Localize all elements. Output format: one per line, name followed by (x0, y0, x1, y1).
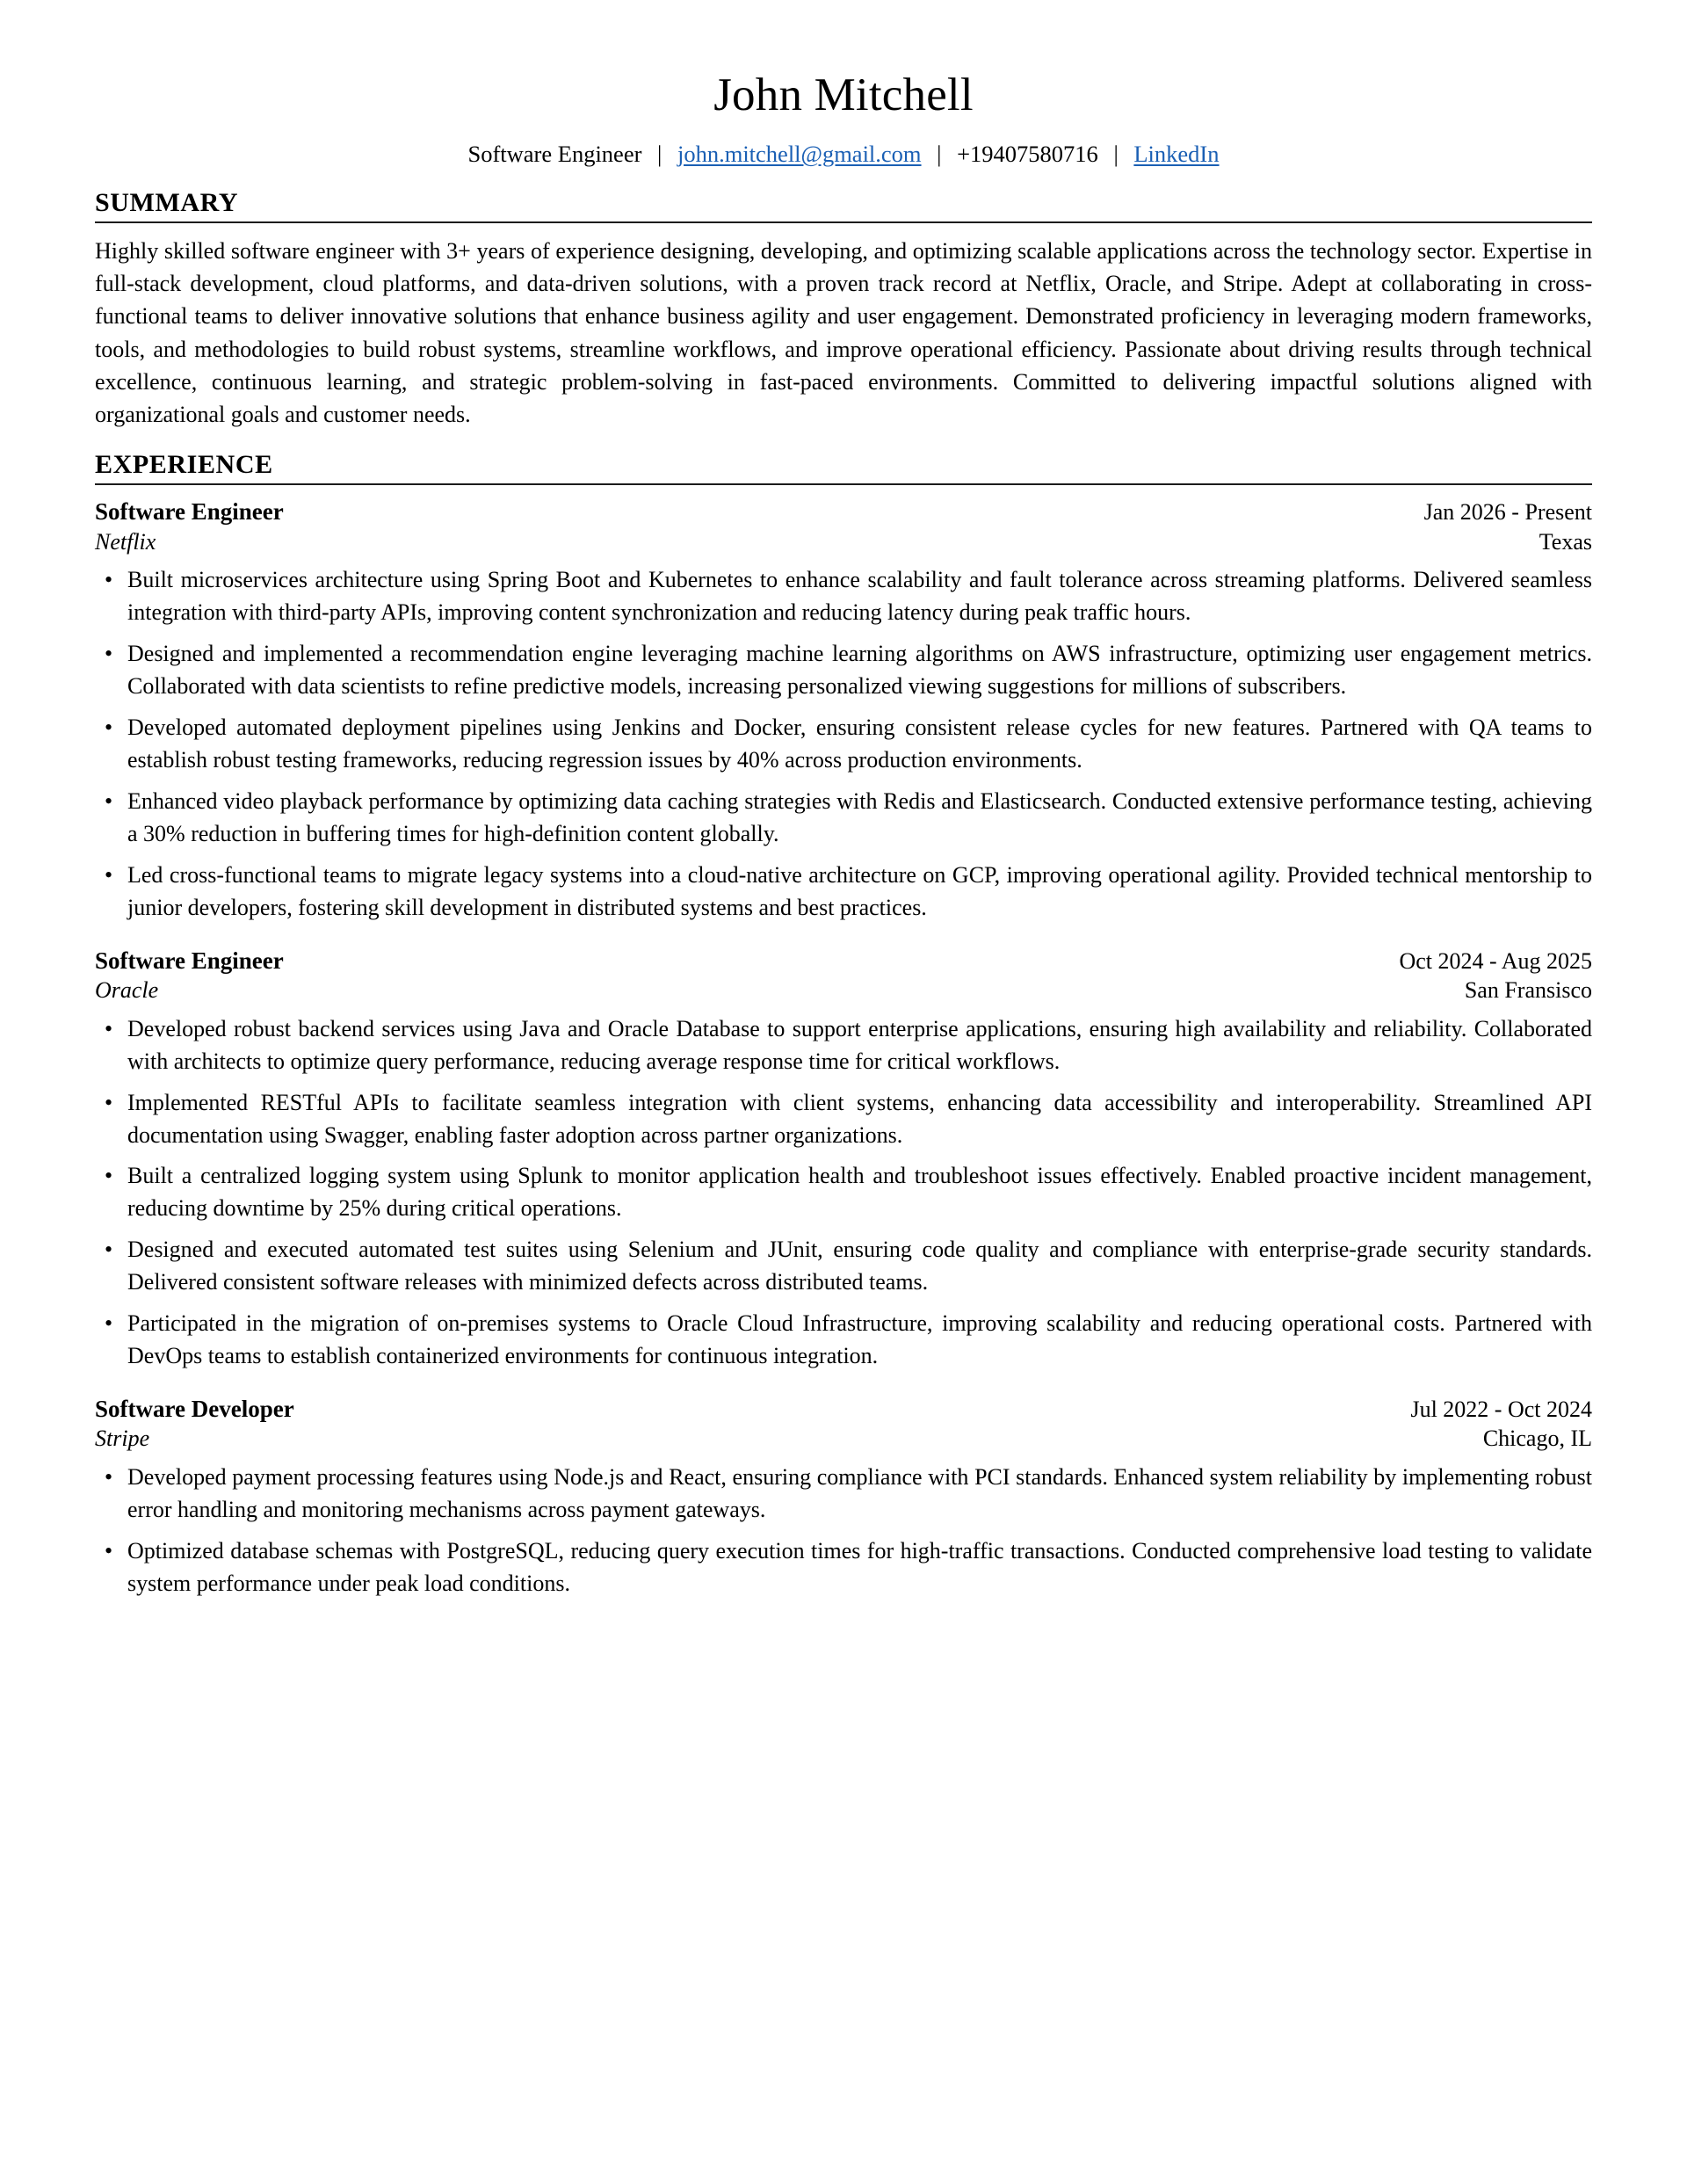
experience-list (95, 497, 1592, 1600)
job-bullet-list (95, 1013, 1592, 1373)
bullet-dot-icon: • (105, 1538, 113, 1564)
bullet-dot-icon: • (105, 567, 113, 593)
bullet-dot-icon: • (105, 1089, 113, 1115)
job-bullet (95, 712, 1592, 777)
experience-entry (95, 497, 1592, 924)
job-bullet-text: Developed robust backend services using Java and Oracle Database to support enterprise applications, ensuring high availability and reliability. Collaborated with architects to optimize query performance, reducing average response time for critical workflows. (127, 1015, 1592, 1074)
job-bullet (95, 638, 1592, 703)
experience-entry-company-row (95, 1424, 1592, 1454)
job-bullet-text: Enhanced video playback performance by optimizing data caching strategies with Redis and Elasticsearch. Conducted extensive performance testing, achieving a 30% reduction in buffering times for high-definition content globally. (127, 787, 1592, 846)
contact-linkedin-link[interactable]: LinkedIn (1133, 140, 1220, 167)
bullet-dot-icon: • (105, 787, 113, 814)
job-title: Software Developer (95, 1395, 294, 1422)
job-bullet-text: Built a centralized logging system using Splunk to monitor application health and troubleshoot issues effectively. Enabled proactive incident management, reducing downtime by 25% during critical operations. (127, 1163, 1592, 1222)
job-bullet (95, 564, 1592, 629)
job-title: Software Engineer (95, 498, 284, 526)
experience-entry-title-row (95, 946, 1592, 976)
experience-entry-title-row (95, 1394, 1592, 1425)
contact-role: Software Engineer (467, 140, 642, 167)
summary-text: Highly skilled software engineer with 3+ years of experience designing, developing, and optimizing scalable applications across the technology sector. Expertise in full-stack development, cloud platforms, and data-driven solutions, with a proven track record at Netflix, Oracle, and Stripe. Adept at collaborating in cross-functional teams to deliver innovative solutions that enhance business agility and user engagement. Demonstrated proficiency in leveraging modern frameworks, tools, and methodologies to build robust systems, streamline workflows, and improve operational efficiency. Passionate about driving results through technical excellence, continuous learning, and strategic problem-solving in fast-paced environments. Committed to delivering impactful solutions aligned with organizational goals and customer needs. (95, 238, 1592, 427)
job-bullet-text: Participated in the migration of on-premises systems to Oracle Cloud Infrastructure, improving scalability and reducing operational costs. Partnered with DevOps teams to establish containerized environments for continuous integration. (127, 1310, 1592, 1368)
bullet-dot-icon: • (105, 1464, 113, 1491)
job-bullet (95, 860, 1592, 925)
bullet-dot-icon: • (105, 1310, 113, 1337)
experience-entry (95, 946, 1592, 1373)
job-bullet-list (95, 1462, 1592, 1600)
summary-divider (95, 221, 1592, 223)
job-bullet (95, 786, 1592, 851)
contact-separator-3: | (1113, 140, 1119, 167)
job-bullet (95, 1013, 1592, 1078)
job-bullet-text: Developed automated deployment pipelines using Jenkins and Docker, ensuring consistent release cycles for new features. Partnered with QA teams to establish robust testing frameworks, reducing regression issues by 40% across production environments. (127, 715, 1592, 773)
job-bullet (95, 1462, 1592, 1527)
job-company: Stripe (95, 1426, 150, 1452)
job-bullet (95, 1087, 1592, 1152)
job-bullet (95, 1234, 1592, 1299)
bullet-dot-icon: • (105, 861, 113, 888)
summary-heading: SUMMARY (95, 188, 239, 218)
job-location: Chicago, IL (1482, 1426, 1592, 1452)
job-bullet-text: Designed and implemented a recommendation engine leveraging machine learning algorithms on AWS infrastructure, optimizing user engagement metrics. Collaborated with data scientists to refine predictive models, increasing personalized viewing suggestions for millions of subscribers. (127, 641, 1592, 700)
job-bullet (95, 1160, 1592, 1225)
page-title: John Mitchell (713, 69, 974, 120)
bullet-dot-icon: • (105, 1237, 113, 1263)
job-bullet (95, 1308, 1592, 1373)
job-bullet-text: Designed and executed automated test suites using Selenium and JUnit, ensuring code quality and compliance with enterprise-grade security standards. Delivered consistent software releases with minimized defects across distributed teams. (127, 1237, 1592, 1295)
summary-section (95, 188, 1592, 431)
bullet-dot-icon: • (105, 715, 113, 741)
experience-heading: EXPERIENCE (95, 450, 273, 480)
job-bullet-text: Implemented RESTful APIs to facilitate seamless integration with client systems, enhancing data accessibility and interoperability. Streamlined API documentation using Swagger, enabling faster adoption across partner organizations. (127, 1089, 1592, 1148)
experience-entry-company-row (95, 527, 1592, 557)
experience-section (95, 450, 1592, 1600)
job-dates: Jan 2026 - Present (1423, 499, 1592, 526)
job-location: San Fransisco (1464, 977, 1592, 1004)
job-company: Oracle (95, 977, 159, 1004)
job-bullet (95, 1535, 1592, 1600)
contact-separator-1: | (657, 140, 662, 167)
resume-header (95, 69, 1592, 169)
contact-separator-2: | (937, 140, 942, 167)
job-bullet-text: Optimized database schemas with PostgreSQL, reducing query execution times for high-traffic transactions. Conducted comprehensive load testing to validate system performance under peak load conditions. (127, 1538, 1592, 1596)
experience-entry-title-row (95, 497, 1592, 527)
experience-entry-company-row (95, 976, 1592, 1005)
experience-entry (95, 1394, 1592, 1600)
contact-line (95, 140, 1592, 169)
job-bullet-text: Built microservices architecture using Spring Boot and Kubernetes to enhance scalability and fault tolerance across streaming platforms. Delivered seamless integration with third-party APIs, improving content synchronization and reducing latency during peak traffic hours. (127, 567, 1592, 626)
job-bullet-text: Developed payment processing features using Node.js and React, ensuring compliance with PCI standards. Enhanced system reliability by implementing robust error handling and monitoring mechanisms across payment gateways. (127, 1464, 1592, 1523)
contact-phone: +19407580716 (957, 140, 1098, 167)
job-company: Netflix (95, 528, 156, 555)
job-dates: Jul 2022 - Oct 2024 (1410, 1396, 1592, 1422)
job-location: Texas (1539, 528, 1592, 555)
contact-email-link[interactable]: john.mitchell@gmail.com (677, 140, 922, 167)
bullet-dot-icon: • (105, 1015, 113, 1041)
job-title: Software Engineer (95, 947, 284, 974)
bullet-dot-icon: • (105, 1163, 113, 1189)
job-bullet-text: Led cross-functional teams to migrate legacy systems into a cloud-native architecture on GCP, improving operational agility. Provided technical mentorship to junior developers, fostering skill development in distributed systems and best practices. (127, 861, 1592, 920)
bullet-dot-icon: • (105, 641, 113, 667)
job-dates: Oct 2024 - Aug 2025 (1399, 947, 1592, 974)
job-bullet-list (95, 564, 1592, 924)
experience-divider (95, 483, 1592, 485)
